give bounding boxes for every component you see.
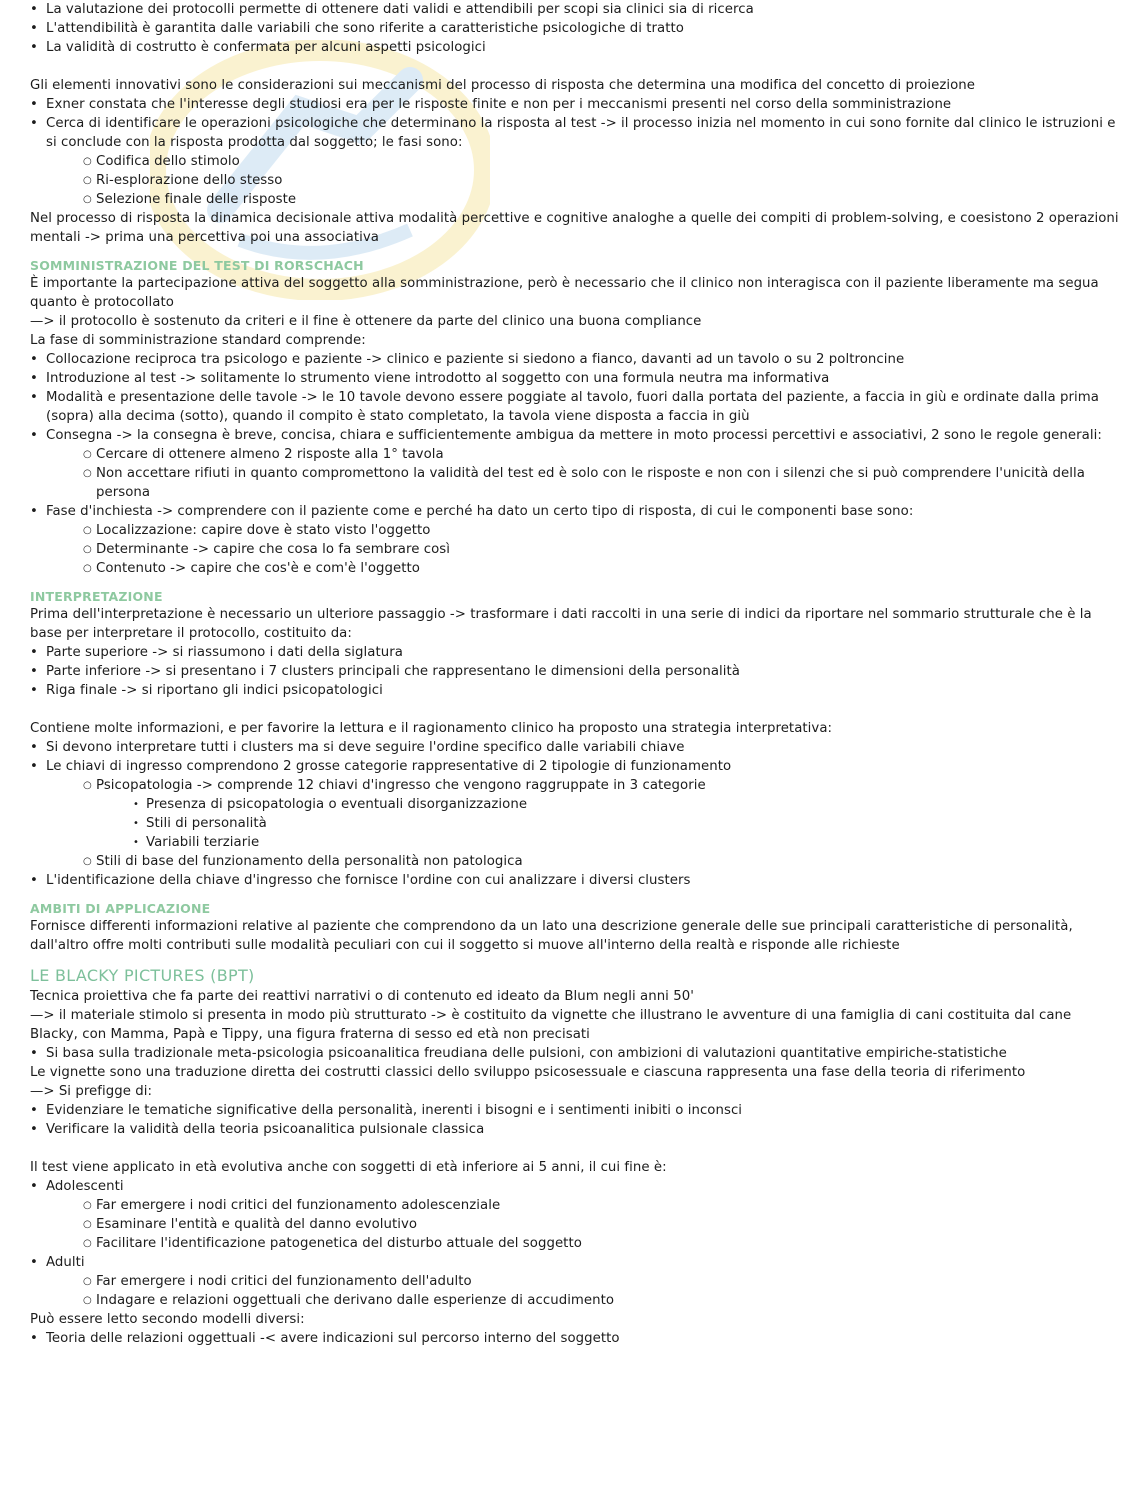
sub-list-item: ○ Non accettare rifiuti in quanto compromettono la validità del test ed è solo con le risposte e non con i silenzi che si può comprendere l'unicità della persona: [30, 464, 1120, 502]
document-page: [30, 0, 1120, 1348]
paragraph: Il test viene applicato in età evolutiva anche con soggetti di età inferiore ai 5 anni, il cui fine è:: [30, 1160, 667, 1175]
list-item: • Introduzione al test -> solitamente lo strumento viene introdotto al soggetto con una formula neutra ma informativa: [30, 369, 1120, 388]
list-item: • La validità di costrutto è confermata per alcuni aspetti psicologici: [30, 38, 1120, 57]
paragraph: La fase di somministrazione standard comprende:: [30, 333, 366, 348]
sub-list-item: ○ Ri-esplorazione dello stesso: [30, 171, 1120, 190]
sub-list-item: ○ Selezione finale delle risposte: [30, 190, 1120, 209]
paragraph: Nel processo di risposta la dinamica decisionale attiva modalità percettive e cognitive analoghe a quelle dei compiti di problem-solving, e coesistono 2 operazioni mentali -> prima una percettiva poi una associativa: [30, 211, 1119, 245]
sub-list-item: ○ Facilitare l'identificazione patogenetica del disturbo attuale del soggetto: [30, 1234, 1120, 1253]
list-item: • Le chiavi di ingresso comprendono 2 grosse categorie rappresentative di 2 tipologie di funzionamento: [30, 757, 1120, 776]
paragraph: —> Si prefigge di:: [30, 1084, 153, 1099]
list-item: • Fase d'inchiesta -> comprendere con il paziente come e perché ha dato un certo tipo di risposta, di cui le componenti base sono:: [30, 502, 1120, 521]
sub-list-item: ○ Far emergere i nodi critici del funzionamento adolescenziale: [30, 1196, 1120, 1215]
list-item: • Verificare la validità della teoria psicoanalitica pulsionale classica: [30, 1120, 1120, 1139]
list-item: • L'identificazione della chiave d'ingresso che fornisce l'ordine con cui analizzare i diversi clusters: [30, 871, 1120, 890]
sub-list-item: ○ Indagare e relazioni oggettuali che derivano dalle esperienze di accudimento: [30, 1291, 1120, 1310]
list-item: • Evidenziare le tematiche significative della personalità, inerenti i bisogni e i sentimenti inibiti o inconsci: [30, 1101, 1120, 1120]
section-heading: INTERPRETAZIONE: [30, 589, 163, 604]
section-heading: AMBITI DI APPLICAZIONE: [30, 901, 211, 916]
sub-list-item: ○ Contenuto -> capire che cos'è e com'è l'oggetto: [30, 559, 1120, 578]
sub-list-item: ○ Far emergere i nodi critici del funzionamento dell'adulto: [30, 1272, 1120, 1291]
sub-list-item: ○ Esaminare l'entità e qualità del danno evolutivo: [30, 1215, 1120, 1234]
list-item: • Si devono interpretare tutti i clusters ma si deve seguire l'ordine specifico dalle variabili chiave: [30, 738, 1120, 757]
paragraph: Le vignette sono una traduzione diretta dei costrutti classici dello sviluppo psicosessuale e ciascuna rappresenta una fase della teoria di riferimento: [30, 1065, 1026, 1080]
sub-list-item: ○ Psicopatologia -> comprende 12 chiavi d'ingresso che vengono raggruppate in 3 categorie: [30, 776, 1120, 795]
section-heading: SOMMINISTRAZIONE DEL TEST DI RORSCHACH: [30, 258, 364, 273]
list-item: • Si basa sulla tradizionale meta-psicologia psicoanalitica freudiana delle pulsioni, con ambizioni di valutazioni quantitative empiriche-statistiche: [30, 1044, 1120, 1063]
paragraph: È importante la partecipazione attiva del soggetto alla somministrazione, però è necessario che il clinico non interagisca con il paziente liberamente ma segua quanto è protocollato: [30, 276, 1099, 310]
list-item: • Consegna -> la consegna è breve, concisa, chiara e sufficientemente ambigua da mettere in moto processi percettivi e associativi, 2 sono le regole generali:: [30, 426, 1120, 445]
sub-list-item: ○ Stili di base del funzionamento della personalità non patologica: [30, 852, 1120, 871]
sub-sub-list-item: • Presenza di psicopatologia o eventuali disorganizzazione: [30, 795, 1120, 814]
sub-sub-list-item: • Variabili terziarie: [30, 833, 1120, 852]
sub-list-item: ○ Determinante -> capire che cosa lo fa sembrare così: [30, 540, 1120, 559]
list-item: • Modalità e presentazione delle tavole -> le 10 tavole devono essere poggiate al tavolo, fuori dalla portata del paziente, a faccia in giù e ordinate dalla prima (sopra) alla decima (sotto), quando il compito è stato completato, la tavola viene disposta a faccia in giù: [30, 388, 1120, 426]
paragraph: Prima dell'interpretazione è necessario un ulteriore passaggio -> trasformare i dati raccolti in una serie di indici da riportare nel sommario strutturale che è la base per interpretare il protocollo, costituito da:: [30, 607, 1092, 641]
sub-list-item: ○ Localizzazione: capire dove è stato visto l'oggetto: [30, 521, 1120, 540]
paragraph: —> il materiale stimolo si presenta in modo più strutturato -> è costituito da vignette che illustrano le avventure di una famiglia di cani costituita dal cane Blacky, con Mamma, Papà e Tippy, una figura fraterna di sesso ed età non precisati: [30, 1008, 1072, 1042]
sub-sub-list-item: • Stili di personalità: [30, 814, 1120, 833]
paragraph: Gli elementi innovativi sono le considerazioni sui meccanismi del processo di risposta che determina una modifica del concetto di proiezione: [30, 78, 976, 93]
list-item: • Adulti: [30, 1253, 1120, 1272]
sub-list-item: ○ Cercare di ottenere almeno 2 risposte alla 1° tavola: [30, 445, 1120, 464]
paragraph: —> il protocollo è sostenuto da criteri e il fine è ottenere da parte del clinico una buona compliance: [30, 314, 702, 329]
list-item: • Exner constata che l'interesse degli studiosi era per le risposte finite e non per i meccanismi presenti nel corso della somministrazione: [30, 95, 1120, 114]
list-item: • Teoria delle relazioni oggettuali -< avere indicazioni sul percorso interno del soggetto: [30, 1329, 1120, 1348]
list-item: • Parte superiore -> si riassumono i dati della siglatura: [30, 643, 1120, 662]
paragraph: Può essere letto secondo modelli diversi:: [30, 1312, 305, 1327]
paragraph: Fornisce differenti informazioni relative al paziente che comprendono da un lato una descrizione generale delle sue principali caratteristiche di personalità, dall'altro offre molti contributi sulle modalità peculiari con cui il soggetto si muove all'interno della realtà e risponde alle richieste: [30, 919, 1073, 953]
list-item: • La valutazione dei protocolli permette di ottenere dati validi e attendibili per scopi sia clinici sia di ricerca: [30, 0, 1120, 19]
paragraph: Contiene molte informazioni, e per favorire la lettura e il ragionamento clinico ha proposto una strategia interpretativa:: [30, 721, 833, 736]
chapter-heading: LE BLACKY PICTURES (BPT): [30, 966, 255, 985]
list-item: • Parte inferiore -> si presentano i 7 clusters principali che rappresentano le dimensioni della personalità: [30, 662, 1120, 681]
list-item: • Adolescenti: [30, 1177, 1120, 1196]
list-item: • Riga finale -> si riportano gli indici psicopatologici: [30, 681, 1120, 700]
sub-list-item: ○ Codifica dello stimolo: [30, 152, 1120, 171]
list-item: • L'attendibilità è garantita dalle variabili che sono riferite a caratteristiche psicologiche di tratto: [30, 19, 1120, 38]
list-item: • Collocazione reciproca tra psicologo e paziente -> clinico e paziente si siedono a fianco, davanti ad un tavolo o su 2 poltroncine: [30, 350, 1120, 369]
paragraph: Tecnica proiettiva che fa parte dei reattivi narrativi o di contenuto ed ideato da Blum negli anni 50': [30, 989, 694, 1004]
list-item: • Cerca di identificare le operazioni psicologiche che determinano la risposta al test -> il processo inizia nel momento in cui sono fornite dal clinico le istruzioni e si conclude con la risposta prodotta dal soggetto; le fasi sono:: [30, 114, 1120, 152]
